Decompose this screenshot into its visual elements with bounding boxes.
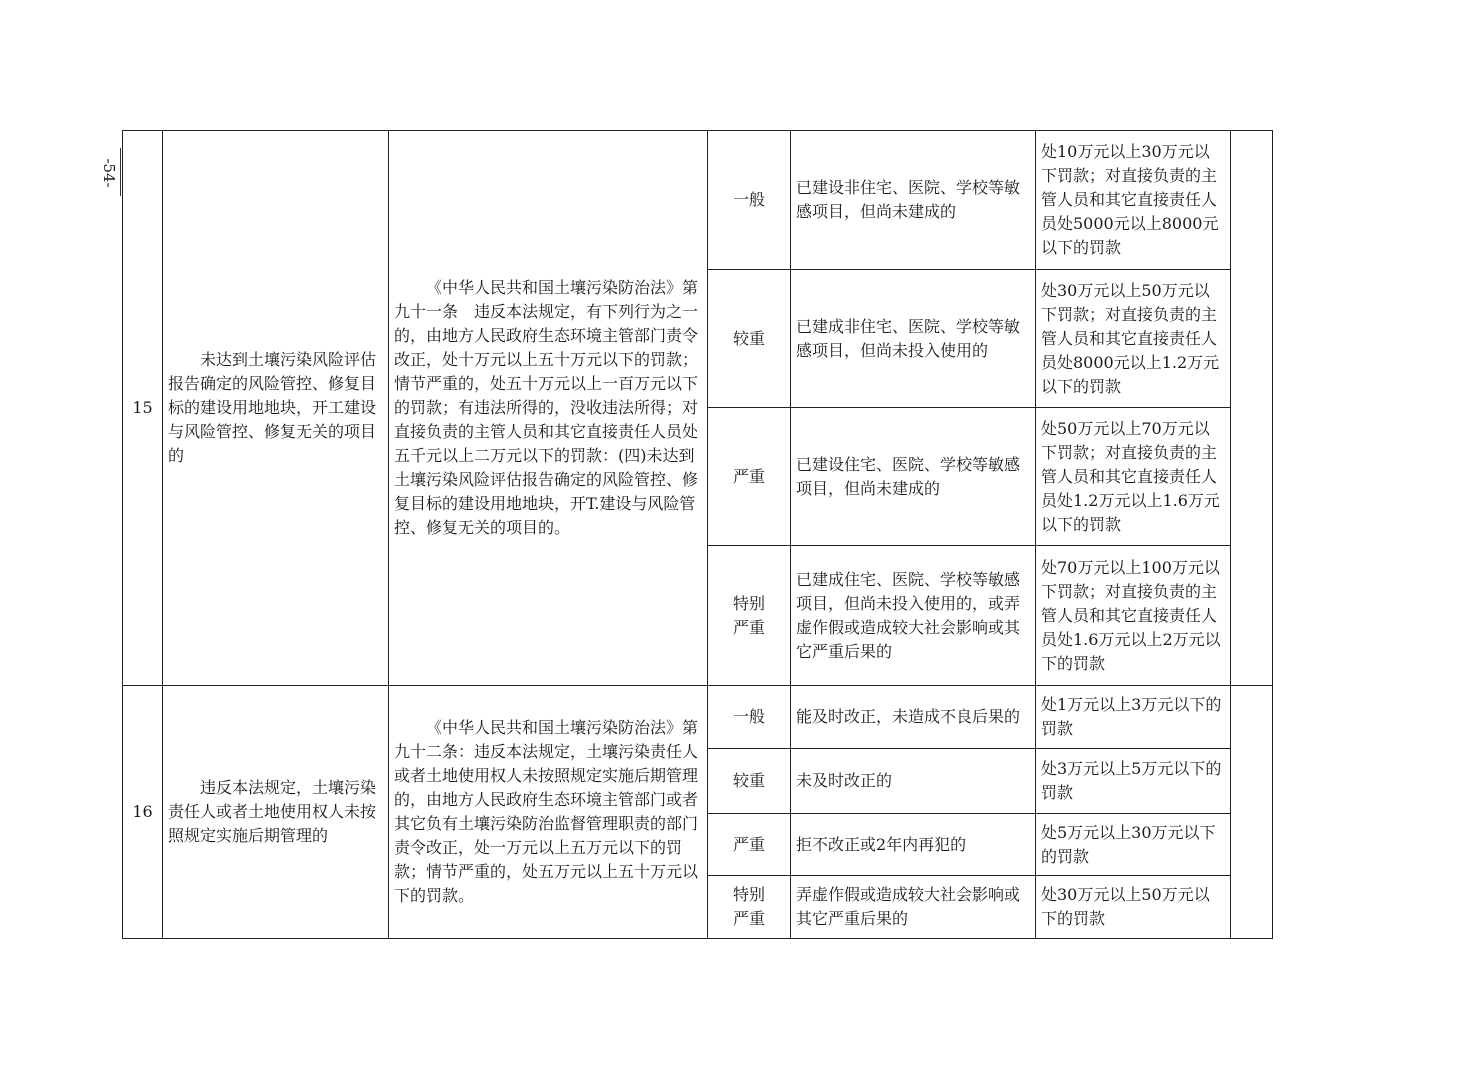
grade-level: 严重: [708, 408, 791, 546]
remarks-cell: [1231, 686, 1273, 939]
grade-circumstance: 已建成住宅、医院、学校等敏感项目，但尚未投入使用的，或弄虚作假或造成较大社会影响或其它严重后果的: [791, 546, 1036, 686]
grade-penalty: 处70万元以上100万元以下罚款；对直接负责的主管人员和其它直接责任人员处1.6万元以上2万元以下的罚款: [1036, 546, 1231, 686]
grade-level: 较重: [708, 270, 791, 408]
grade-circumstance: 已建设非住宅、医院、学校等敏感项目，但尚未建成的: [791, 131, 1036, 270]
grade-penalty: 处30万元以上50万元以下罚款；对直接负责的主管人员和其它直接责任人员处8000元以上1.2万元以下的罚款: [1036, 270, 1231, 408]
grade-level: 较重: [708, 749, 791, 814]
grade-level: 一般: [708, 686, 791, 749]
grade-circumstance: 能及时改正，未造成不良后果的: [791, 686, 1036, 749]
legal-basis-text: 《中华人民共和国土壤污染防治法》第九十二条：违反本法规定，土壤污染责任人或者土地使用权人未按照规定实施后期管理的，由地方人民政府生态环境主管部门或者其它负有土壤污染防治监督管理职责的部门责令改正，处一万元以上五万元以下的罚款；情节严重的，处五万元以上五十万元以下的罚款。: [394, 718, 699, 905]
grade-circumstance: 未及时改正的: [791, 749, 1036, 814]
violation-cell: [163, 686, 389, 939]
grade-penalty: 处50万元以上70万元以下罚款；对直接负责的主管人员和其它直接责任人员处1.2万元以上1.6万元以下的罚款: [1036, 408, 1231, 546]
page-number: -54-: [100, 158, 118, 188]
grade-level: [708, 546, 791, 686]
grade-penalty: 处5万元以上30万元以下的罚款: [1036, 814, 1231, 876]
grade-penalty: 处30万元以上50万元以下的罚款: [1036, 876, 1231, 939]
grade-circumstance: 已建设住宅、医院、学校等敏感项目，但尚未建成的: [791, 408, 1036, 546]
grade-circumstance: 拒不改正或2年内再犯的: [791, 814, 1036, 876]
violation-text: 违反本法规定，土壤污染责任人或者土地使用权人未按照规定实施后期管理的: [168, 778, 377, 845]
violation-text: 未达到土壤污染风险评估报告确定的风险管控、修复目标的建设用地地块，开工建设与风险管控、修复无关的项目的: [168, 350, 377, 465]
grade-level: 严重: [708, 814, 791, 876]
grade-circumstance: 已建成非住宅、医院、学校等敏感项目，但尚未投入使用的: [791, 270, 1036, 408]
grade-penalty: 处10万元以上30万元以下罚款；对直接负责的主管人员和其它直接责任人员处5000元以上8000元以下的罚款: [1036, 131, 1231, 270]
grade-level-text: 特别严重: [732, 593, 765, 637]
grade-penalty: 处3万元以上5万元以下的罚款: [1036, 749, 1231, 814]
violation-cell: [163, 131, 389, 686]
grade-circumstance: 弄虚作假或造成较大社会影响或其它严重后果的: [791, 876, 1036, 939]
item-number: 15: [123, 131, 163, 686]
legal-basis-cell: [389, 686, 708, 939]
legal-basis-text: 《中华人民共和国土壤污染防治法》第九十一条 违反本法规定，有下列行为之一的，由地方人民政府生态环境主管部门责令改正，处十万元以上五十万元以下的罚款；情节严重的，处五十万元以上一百万元以下的罚款；有违法所得的，没收违法所得；对直接负责的主管人员和其它直接责任人员处五千元以上二万元以下的罚款：(四)未达到土壤污染风险评估报告确定的风险管控、修复目标的建设用地地块，开T.建设与风险管控、修复无关的项目的。: [394, 278, 699, 537]
legal-basis-cell: [389, 131, 708, 686]
grade-penalty: 处1万元以上3万元以下的罚款: [1036, 686, 1231, 749]
item-number: 16: [123, 686, 163, 939]
table-row: [123, 686, 1273, 749]
penalty-table: [122, 130, 1273, 939]
table-row: [123, 131, 1273, 270]
page-number-rule: [120, 148, 121, 196]
remarks-cell: [1231, 131, 1273, 686]
grade-level-text: 特别严重: [732, 885, 765, 928]
grade-level: 一般: [708, 131, 791, 270]
grade-level: [708, 876, 791, 939]
